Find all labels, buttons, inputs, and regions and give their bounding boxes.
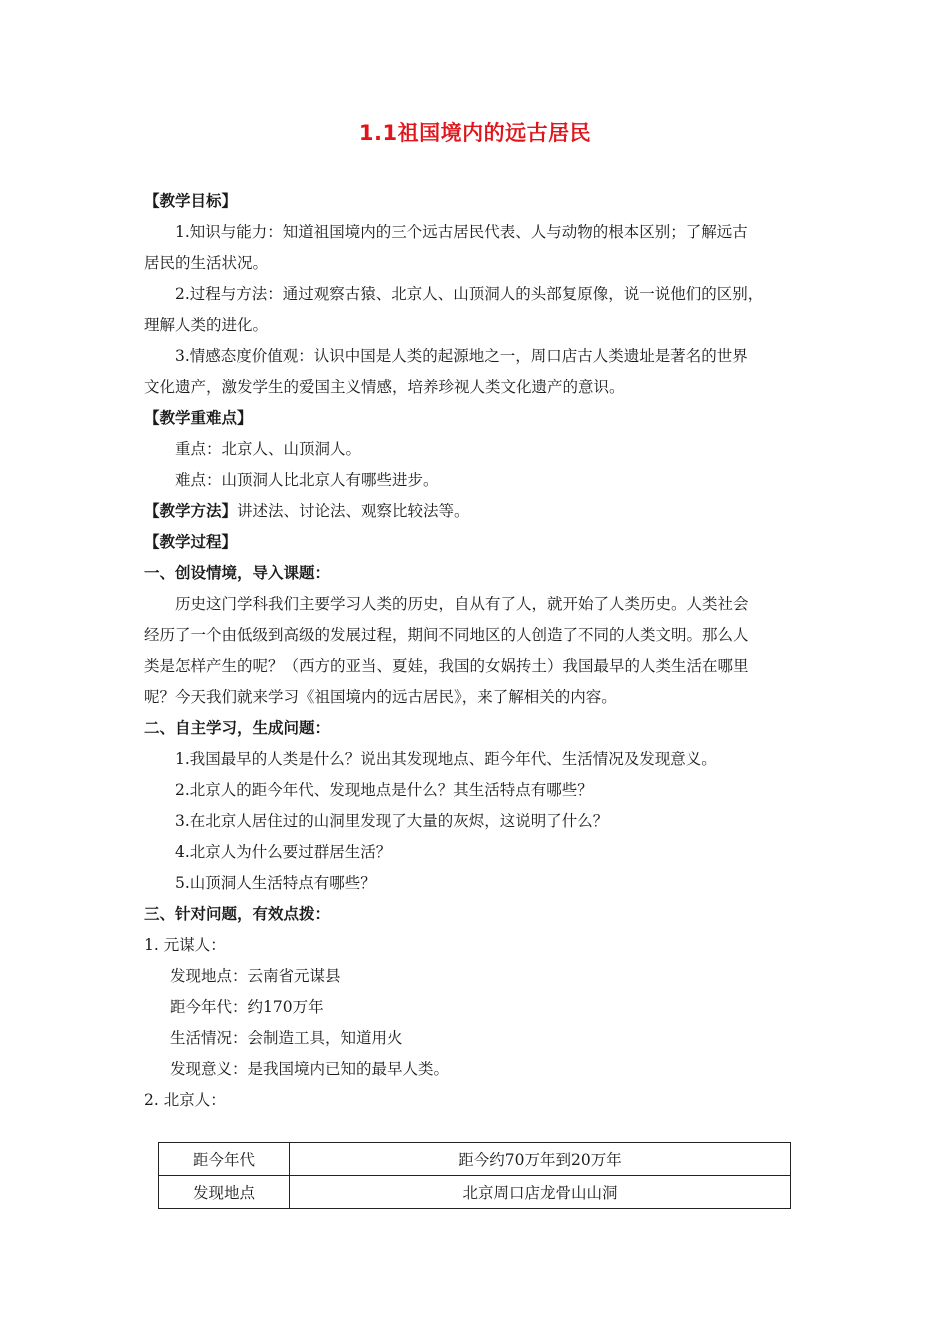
table-row <box>159 1176 791 1209</box>
table-row <box>159 1143 791 1176</box>
objectives-heading: 【教学目标】 <box>144 192 238 210</box>
methods-text: 讲述法、讨论法、观察比较法等。 <box>237 502 470 520</box>
document-body <box>144 186 812 1116</box>
document-title: 1.1祖国境内的远古居民 <box>358 121 592 145</box>
question-2: 2.北京人的距今年代、发现地点是什么？其生活特点有哪些？ <box>175 781 593 799</box>
yuanmou-place: 发现地点：云南省元谋县 <box>170 967 341 985</box>
question-4: 4.北京人为什么要过群居生活？ <box>175 843 392 861</box>
keypoints-heading: 【教学重难点】 <box>144 409 253 427</box>
keypoint-text: 重点：北京人、山顶洞人。 <box>175 440 362 458</box>
yuanmou-meaning: 发现意义：是我国境内已知的最早人类。 <box>170 1060 450 1078</box>
part-1-paragraph-line-3: 类是怎样产生的呢？（西方的亚当、夏娃，我国的女娲抟土）我国最早的人类生活在哪里 <box>144 657 749 675</box>
table-key-cell: 距今年代 <box>159 1143 290 1176</box>
beijing-man-table <box>158 1142 791 1209</box>
part-2-heading: 二、自主学习，生成问题： <box>144 719 331 737</box>
objective-1-line-2: 居民的生活状况。 <box>144 254 269 272</box>
process-heading: 【教学过程】 <box>144 533 238 551</box>
yuanmou-life: 生活情况：会制造工具，知道用火 <box>170 1029 403 1047</box>
table-value-cell: 距今约70万年到20万年 <box>290 1143 791 1176</box>
part-1-heading: 一、创设情境，导入课题： <box>144 564 331 582</box>
part-1-paragraph-line-2: 经历了一个由低级到高级的发展过程，期间不同地区的人创造了不同的人类文明。那么人 <box>144 626 749 644</box>
objective-3-line-1: 3.情感态度价值观：认识中国是人类的起源地之一，周口店古人类遗址是著名的世界 <box>175 347 748 365</box>
question-3: 3.在北京人居住过的山洞里发现了大量的灰烬，这说明了什么？ <box>175 812 609 830</box>
methods-heading: 【教学方法】 <box>144 502 238 520</box>
difficulty-text: 难点：山顶洞人比北京人有哪些进步。 <box>175 471 439 489</box>
part-1-paragraph-line-4: 呢？今天我们就来学习《祖国境内的远古居民》，来了解相关的内容。 <box>144 688 617 706</box>
objective-3-line-2: 文化遗产，激发学生的爱国主义情感，培养珍视人类文化遗产的意识。 <box>144 378 625 396</box>
yuanmou-heading: 1. 元谋人： <box>144 936 226 954</box>
question-1: 1.我国最早的人类是什么？说出其发现地点、距今年代、生活情况及发现意义。 <box>175 750 717 768</box>
question-5: 5.山顶洞人生活特点有哪些？ <box>175 874 376 892</box>
objective-2-line-1: 2.过程与方法：通过观察古猿、北京人、山顶洞人的头部复原像，说一说他们的区别， <box>175 285 764 303</box>
objective-2-line-2: 理解人类的进化。 <box>144 316 269 334</box>
beijing-heading: 2. 北京人： <box>144 1091 226 1109</box>
table-key-cell: 发现地点 <box>159 1176 290 1209</box>
part-3-heading: 三、针对问题，有效点拨： <box>144 905 331 923</box>
part-1-paragraph-line-1: 历史这门学科我们主要学习人类的历史，自从有了人，就开始了人类历史。人类社会 <box>175 595 749 613</box>
yuanmou-age: 距今年代：约170万年 <box>170 998 324 1016</box>
objective-1-line-1: 1.知识与能力：知道祖国境内的三个远古居民代表、人与动物的根本区别；了解远古 <box>175 223 748 241</box>
methods-line <box>144 496 812 527</box>
table-value-cell: 北京周口店龙骨山山洞 <box>290 1176 791 1209</box>
